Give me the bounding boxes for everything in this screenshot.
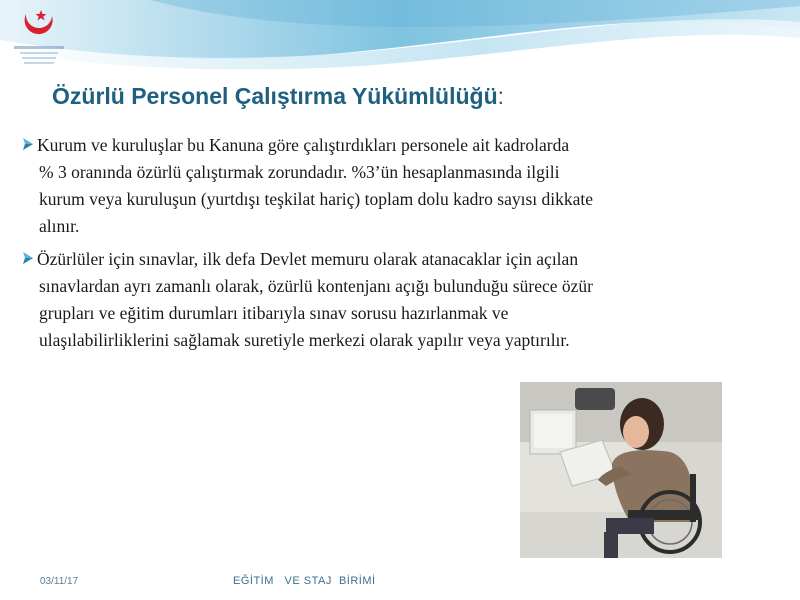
- bullet-line: % 3 oranında özürlü çalıştırmak zorundadır. %3’ün hesaplanmasında ilgili: [39, 162, 560, 182]
- bullet-line: sınavlardan ayrı zamanlı olarak, özürlü kontenjanı açığı bulunduğu sürece özür: [39, 276, 593, 296]
- woman-in-wheelchair-at-computer-photo: [520, 382, 722, 558]
- bullet-line: kurum veya kuruluşun (yurtdışı teşkilat hariç) toplam dolu kadro sayısı dikkate: [39, 189, 594, 209]
- bullet-item: [22, 246, 762, 354]
- bullet-list: [22, 132, 762, 360]
- arrow-bullet-icon: [22, 251, 34, 265]
- footer-date: 03/11/17: [40, 576, 79, 587]
- slide-title-text: Özürlü Personel Çalıştırma Yükümlülüğü: [52, 83, 498, 109]
- ministry-logo: [8, 6, 70, 68]
- footer-department: EĞİTİM VE STAJ BİRİMİ: [233, 575, 376, 587]
- bullet-line: ulaşılabilirliklerini sağlamak suretiyle merkezi olarak yapılır veya yaptırılır.: [39, 330, 570, 350]
- slide-title-colon: :: [497, 83, 505, 109]
- bullet-line: Kurum ve kuruluşlar bu Kanuna göre çalıştırdıkları personele ait kadrolarda: [37, 135, 570, 155]
- arrow-bullet-icon: [22, 137, 34, 151]
- header-wave-decoration: [0, 0, 800, 90]
- slide-title: [52, 83, 504, 110]
- bullet-line: Özürlüler için sınavlar, ilk defa Devlet memuru olarak atanacaklar için açılan: [37, 249, 579, 269]
- bullet-item: [22, 132, 762, 240]
- bullet-line: grupları ve eğitim durumları itibarıyla sınav sorusu hazırlanmak ve: [39, 303, 509, 323]
- bullet-line: alınır.: [39, 216, 80, 236]
